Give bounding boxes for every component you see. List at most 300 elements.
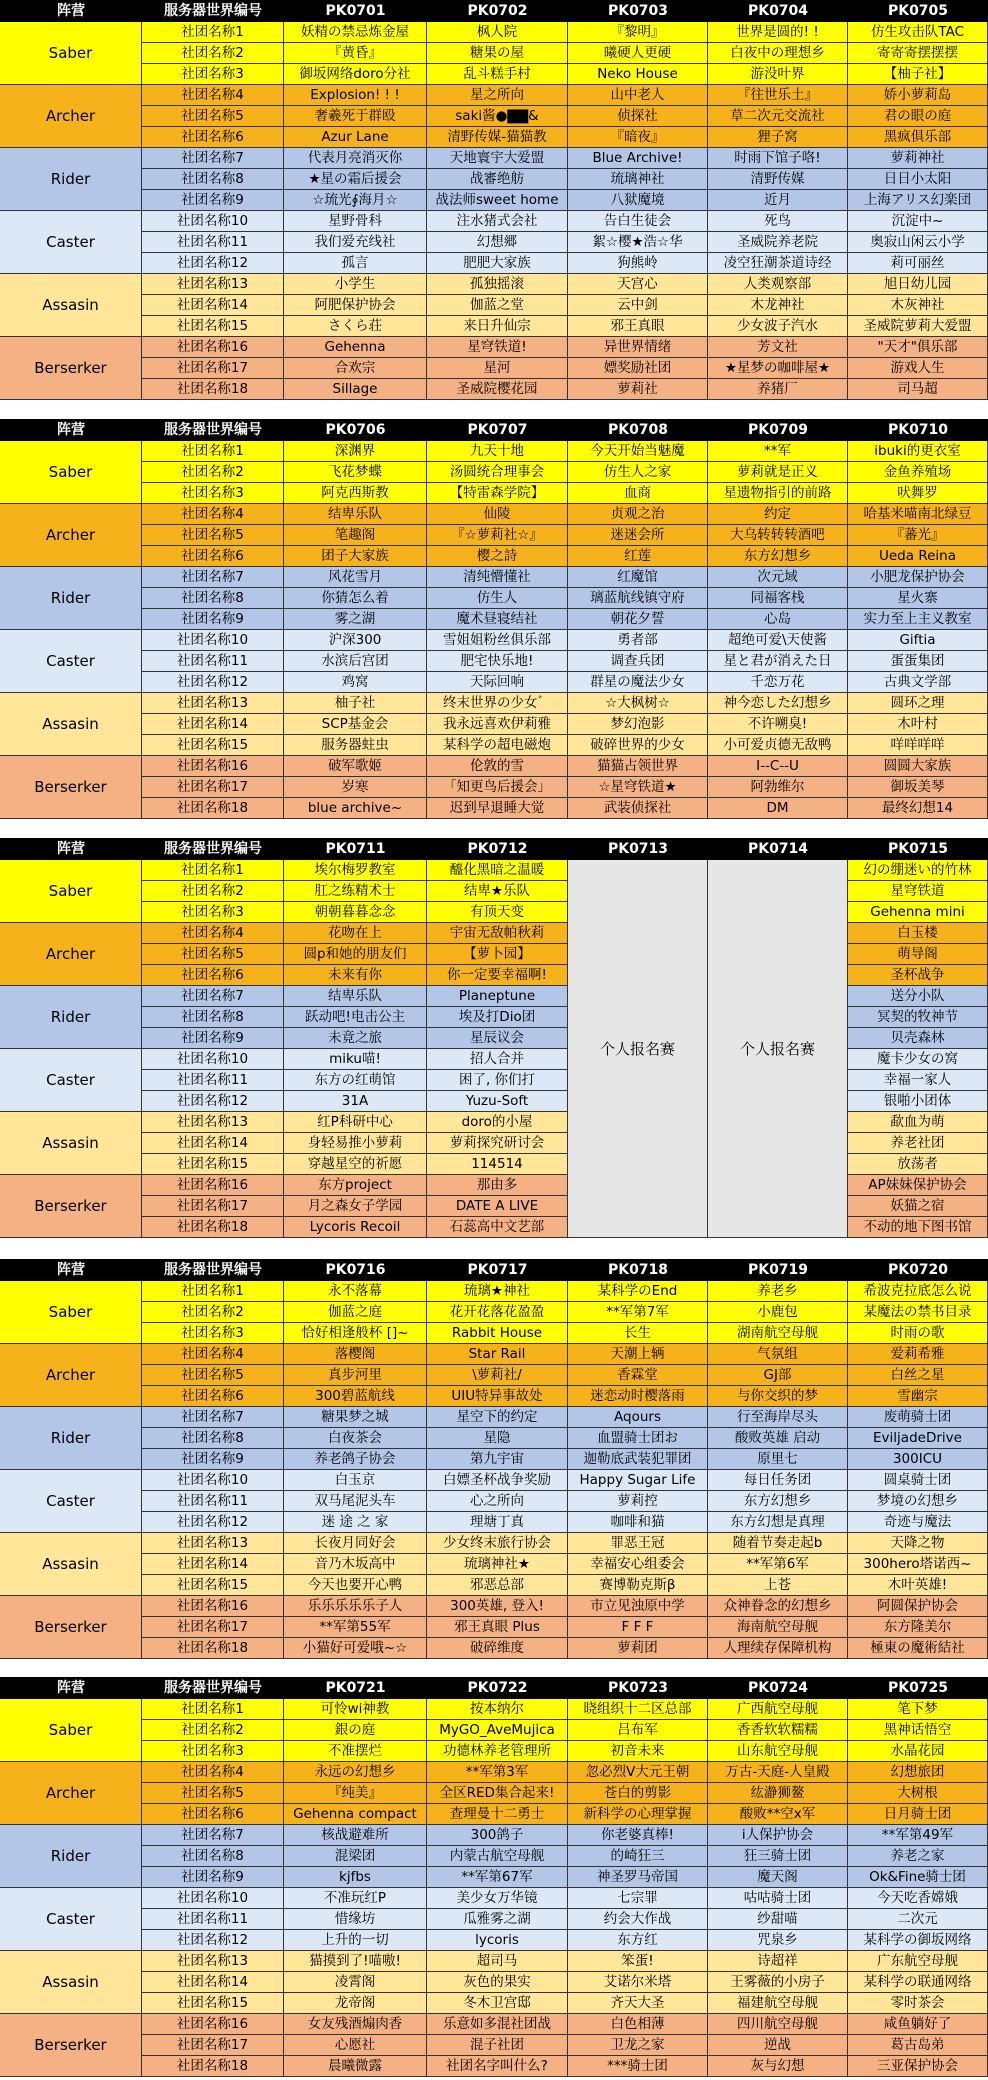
club-name-cell: ☆星穹铁道★ — [568, 777, 708, 798]
row-label: 社团名称5 — [142, 1783, 284, 1804]
row-label: 社团名称14 — [142, 1972, 284, 1993]
club-name-cell: 樱之詩 — [427, 546, 568, 567]
club-name-cell: 璃蓝航线镇守府 — [568, 588, 708, 609]
club-name-cell: 告白生徒会 — [568, 211, 708, 232]
club-name-cell: Rabbit House — [427, 1323, 568, 1344]
club-name-cell: 司马超 — [848, 379, 988, 400]
club-name-cell: 雪姐姐粉丝俱乐部 — [427, 630, 568, 651]
club-name-cell: 圣威院养老院 — [708, 232, 848, 253]
club-name-cell: Gehenna — [284, 337, 427, 358]
club-name-cell: 世界是圆的! ! — [708, 22, 848, 43]
faction-cell: Assasin — [0, 274, 142, 337]
faction-cell: Berserker — [0, 1175, 142, 1238]
club-name-cell: 查理曼十二勇士 — [427, 1804, 568, 1825]
club-name-cell: 贞观之治 — [568, 504, 708, 525]
server-code: PK0722 — [467, 1680, 528, 1696]
club-name-cell: ☆琉光∮海月☆ — [284, 190, 427, 211]
club-name-cell: 萝莉神社 — [848, 148, 988, 169]
club-name-cell: 酸败**空x军 — [708, 1804, 848, 1825]
club-name-cell: 养猪厂 — [708, 379, 848, 400]
club-name-cell: 东方隆美尔 — [848, 1617, 988, 1638]
club-name-cell: 奇迹与魔法 — [848, 1512, 988, 1533]
faction-cell: Rider — [0, 148, 142, 211]
club-name-cell: 某科学のEnd — [568, 1281, 708, 1302]
club-name-cell: 孤言 — [284, 253, 427, 274]
club-name-cell: 混梁团 — [284, 1846, 427, 1867]
club-name-cell: Azur Lane — [284, 127, 427, 148]
club-name-cell: 300ICU — [848, 1449, 988, 1470]
club-name-cell: 蛋蛋集团 — [848, 651, 988, 672]
faction-cell: Assasin — [0, 1533, 142, 1596]
club-name-cell: 300hero塔诺西~ — [848, 1554, 988, 1575]
club-name-cell: 沉淀中~ — [848, 211, 988, 232]
row-label: 社团名称6 — [142, 1804, 284, 1825]
club-name-cell: 晨曦微露 — [284, 2056, 427, 2077]
club-name-cell: 勇者部 — [568, 630, 708, 651]
club-name-cell: 白色相薄 — [568, 2014, 708, 2035]
club-name-cell: 梦境の幻想乡 — [848, 1491, 988, 1512]
club-name-cell: 近月 — [708, 190, 848, 211]
club-name-cell: 天潮上辆 — [568, 1344, 708, 1365]
club-name-cell: 星火寨 — [848, 588, 988, 609]
club-name-cell: 仿生攻击队TAC — [848, 22, 988, 43]
club-name-cell: 奢羲死于群殴 — [284, 106, 427, 127]
club-name-cell: SCP基金会 — [284, 714, 427, 735]
club-name-cell: 【柚子社】 — [848, 64, 988, 85]
club-name-cell: 宇宙无敌帕秋莉 — [427, 923, 568, 944]
club-name-cell: 笨蛋! — [568, 1951, 708, 1972]
club-name-cell: 『往世乐土』 — [708, 85, 848, 106]
club-name-cell: 上苍 — [708, 1575, 848, 1596]
club-name-cell: 同福客栈 — [708, 588, 848, 609]
club-name-cell: 葛古岛弟 — [848, 2035, 988, 2056]
club-name-cell: 某科学の御坂网络 — [848, 1930, 988, 1951]
club-name-cell: 社团名字叫什么? — [427, 2056, 568, 2077]
row-label: 社团名称18 — [142, 1217, 284, 1238]
club-name-cell: 有顶天变 — [427, 902, 568, 923]
row-label: 社团名称1 — [142, 1699, 284, 1720]
club-name-cell: 邪王真眼 Plus — [427, 1617, 568, 1638]
header-server-id: 服务器世界编号 — [164, 422, 262, 438]
row-label: 社团名称18 — [142, 379, 284, 400]
server-block — [0, 1677, 988, 2077]
club-name-cell: 魔术昼寝结社 — [427, 609, 568, 630]
server-code: PK0714 — [747, 841, 809, 857]
club-name-cell: 『黄昏』 — [284, 43, 427, 64]
club-name-cell: blue archive~ — [284, 798, 427, 819]
club-name-cell: 『蕃光』 — [848, 525, 988, 546]
club-name-cell: 木灰神社 — [848, 295, 988, 316]
club-name-cell: 某科学の超电磁炮 — [427, 735, 568, 756]
club-name-cell: 红P科研中心 — [284, 1112, 427, 1133]
club-name-cell: 人类观察部 — [708, 274, 848, 295]
club-name-cell: 结卑乐队 — [284, 504, 427, 525]
club-name-cell: 七宗罪 — [568, 1888, 708, 1909]
club-name-cell: 新科学の心理掌握 — [568, 1804, 708, 1825]
row-label: 社团名称13 — [142, 1951, 284, 1972]
club-name-cell: MyGO_AveMujica — [427, 1720, 568, 1741]
club-name-cell: 山东航空母舰 — [708, 1741, 848, 1762]
club-name-cell: 水滨后宫团 — [284, 651, 427, 672]
club-name-cell: saki酱●▇▇& — [427, 106, 568, 127]
row-label: 社团名称12 — [142, 1930, 284, 1951]
row-label: 社团名称9 — [142, 1449, 284, 1470]
club-name-cell: 魔天阁 — [708, 1867, 848, 1888]
club-name-cell: 时雨の歌 — [848, 1323, 988, 1344]
row-label: 社团名称18 — [142, 2056, 284, 2077]
club-name-cell: 灰色的果实 — [427, 1972, 568, 1993]
club-name-cell: 柚子社 — [284, 693, 427, 714]
club-name-cell: 『暗夜』 — [568, 127, 708, 148]
club-name-cell: 白玉楼 — [848, 923, 988, 944]
club-name-cell: 木叶村 — [848, 714, 988, 735]
club-name-cell: 迷恋动时樱落雨 — [568, 1386, 708, 1407]
club-name-cell: **军第55军 — [284, 1617, 427, 1638]
club-name-cell: 沪深300 — [284, 630, 427, 651]
club-name-cell: 服务器蛀虫 — [284, 735, 427, 756]
row-label: 社团名称16 — [142, 1175, 284, 1196]
row-label: 社团名称13 — [142, 693, 284, 714]
club-name-cell: 雪幽宗 — [848, 1386, 988, 1407]
server-code: PK0712 — [467, 841, 528, 857]
club-name-cell: EviljadeDrive — [848, 1428, 988, 1449]
club-name-cell: 随着节奏走起b — [708, 1533, 848, 1554]
club-name-cell: 云中剑 — [568, 295, 708, 316]
club-name-cell: 朝花夕誓 — [568, 609, 708, 630]
club-name-cell: 东方红 — [568, 1930, 708, 1951]
row-label: 社团名称12 — [142, 1091, 284, 1112]
club-name-cell: 未来有你 — [284, 965, 427, 986]
club-name-cell: 御坂网络doro分社 — [284, 64, 427, 85]
club-name-cell: 音乃木坂高中 — [284, 1554, 427, 1575]
club-name-cell: 养老之家 — [848, 1846, 988, 1867]
club-name-cell: 清野传媒-猫猫教 — [427, 127, 568, 148]
club-name-cell: 千恋万花 — [708, 672, 848, 693]
club-name-cell: 晓组织十二区总部 — [568, 1699, 708, 1720]
club-name-cell: 东方幻想乡 — [708, 1491, 848, 1512]
club-name-cell: ★星梦の咖啡屋★ — [708, 358, 848, 379]
server-block — [0, 419, 988, 819]
club-name-cell: 上海アリス幻楽団 — [848, 190, 988, 211]
club-name-cell: 来日升仙宗 — [427, 316, 568, 337]
club-name-cell: 白夜茶会 — [284, 1428, 427, 1449]
club-name-cell: 你一定要幸福啊! — [427, 965, 568, 986]
club-name-cell: 邪王真眼 — [568, 316, 708, 337]
club-name-cell: 养老乡 — [708, 1281, 848, 1302]
row-label: 社团名称16 — [142, 1596, 284, 1617]
header-faction: 阵营 — [57, 1262, 85, 1278]
club-name-cell: 冥契的牧神节 — [848, 1007, 988, 1028]
club-name-cell: DM — [708, 798, 848, 819]
row-label: 社团名称1 — [142, 1281, 284, 1302]
club-name-cell: miku喵! — [284, 1049, 427, 1070]
faction-cell: Assasin — [0, 1951, 142, 2014]
club-name-cell: kjfbs — [284, 1867, 427, 1888]
club-name-cell: 结卑乐队 — [284, 986, 427, 1007]
row-label: 社团名称4 — [142, 504, 284, 525]
club-name-cell: 300碧蓝航线 — [284, 1386, 427, 1407]
row-label: 社团名称3 — [142, 64, 284, 85]
club-name-cell: 星河 — [427, 358, 568, 379]
club-name-cell: 跃动吧!电击公主 — [284, 1007, 427, 1028]
club-name-cell: 木龙神社 — [708, 295, 848, 316]
club-name-cell: 武装侦探社 — [568, 798, 708, 819]
club-name-cell: 星辰议会 — [427, 1028, 568, 1049]
row-label: 社团名称6 — [142, 965, 284, 986]
club-name-cell: 灰与幻想 — [708, 2056, 848, 2077]
club-name-cell: 今天开始当魅魔 — [568, 441, 708, 462]
club-name-cell: 圣威院萝莉大爱盟 — [848, 316, 988, 337]
club-name-cell: 琉璃★神社 — [427, 1281, 568, 1302]
header-faction: 阵营 — [57, 422, 85, 438]
club-name-cell: 琉璃神社 — [568, 169, 708, 190]
server-block — [0, 0, 988, 400]
club-name-cell: 孤独摇滚 — [427, 274, 568, 295]
faction-cell: Rider — [0, 1825, 142, 1888]
server-code: PK0711 — [325, 841, 386, 857]
server-block — [0, 838, 988, 1238]
row-label: 社团名称14 — [142, 295, 284, 316]
club-name-cell: 岁寒 — [284, 777, 427, 798]
row-label: 社团名称8 — [142, 588, 284, 609]
row-label: 社团名称12 — [142, 253, 284, 274]
row-label: 社团名称17 — [142, 2035, 284, 2056]
club-name-cell: 东方の红萌馆 — [284, 1070, 427, 1091]
club-name-cell: **军第67军 — [427, 1867, 568, 1888]
club-name-cell: Planeptune — [427, 986, 568, 1007]
club-name-cell: ☆大枫树☆ — [568, 693, 708, 714]
club-name-cell: 大树根 — [848, 1783, 988, 1804]
row-label: 社团名称16 — [142, 756, 284, 777]
club-name-cell: 海南航空母舰 — [708, 1617, 848, 1638]
club-name-cell: 幻想旅团 — [848, 1762, 988, 1783]
club-name-cell: 血商 — [568, 483, 708, 504]
faction-cell: Berserker — [0, 1596, 142, 1659]
club-name-cell: 乱斗糕手村 — [427, 64, 568, 85]
faction-cell: Archer — [0, 1762, 142, 1825]
club-name-cell: 少女终末旅行协会 — [427, 1533, 568, 1554]
row-label: 社团名称9 — [142, 1867, 284, 1888]
header-faction: 阵营 — [57, 1680, 85, 1696]
club-name-cell: 未竟之旅 — [284, 1028, 427, 1049]
club-name-cell: 芳文社 — [708, 337, 848, 358]
row-label: 社团名称11 — [142, 1909, 284, 1930]
club-name-cell: 艾诺尔米塔 — [568, 1972, 708, 1993]
club-name-cell: 咩咩咩咩 — [848, 735, 988, 756]
club-name-cell: "天才"俱乐部 — [848, 337, 988, 358]
club-name-cell: 阿圆保护协会 — [848, 1596, 988, 1617]
row-label: 社团名称12 — [142, 1512, 284, 1533]
row-label: 社团名称9 — [142, 190, 284, 211]
club-name-cell: 终末世界の少女゛ — [427, 693, 568, 714]
club-name-cell: 神今恋した幻想乡 — [708, 693, 848, 714]
row-label: 社团名称8 — [142, 1007, 284, 1028]
club-name-cell: 次元域 — [708, 567, 848, 588]
club-name-cell: 每日任务团 — [708, 1470, 848, 1491]
club-name-cell: 废萌骑士团 — [848, 1407, 988, 1428]
faction-cell: Saber — [0, 441, 142, 504]
club-name-cell: 【特雷森学院】 — [427, 483, 568, 504]
club-name-cell: 猫猫占领世界 — [568, 756, 708, 777]
club-name-cell: 清野传媒 — [708, 169, 848, 190]
club-name-cell: 阿勃维尔 — [708, 777, 848, 798]
club-name-cell: **军第3军 — [427, 1762, 568, 1783]
header-row — [0, 1259, 988, 1281]
row-label: 社团名称5 — [142, 525, 284, 546]
club-name-cell: 金鱼养殖场 — [848, 462, 988, 483]
club-name-cell: 清纯懵懂社 — [427, 567, 568, 588]
club-name-cell: Star Rail — [427, 1344, 568, 1365]
club-name-cell: 理塘丁真 — [427, 1512, 568, 1533]
row-label: 社团名称7 — [142, 1825, 284, 1846]
club-name-cell: 时雨下馆子咯! — [708, 148, 848, 169]
club-name-cell: 破碎维度 — [427, 1638, 568, 1659]
club-name-cell: 红莲 — [568, 546, 708, 567]
club-name-cell: 肛之练精术士 — [284, 881, 427, 902]
club-name-cell: 天宫心 — [568, 274, 708, 295]
club-name-cell: 市立见浊原中学 — [568, 1596, 708, 1617]
club-name-cell: 超司马 — [427, 1951, 568, 1972]
club-name-cell: 乐乐乐乐乐子人 — [284, 1596, 427, 1617]
individual-signup-cell: 个人报名赛 — [568, 860, 708, 1238]
club-name-cell: 黑疯俱乐部 — [848, 127, 988, 148]
club-name-cell: 乐意如多混社团战 — [427, 2014, 568, 2035]
server-code: PK0721 — [325, 1680, 386, 1696]
club-name-cell: 妖精の禁忌炼金屋 — [284, 22, 427, 43]
club-name-cell: 莉可丽丝 — [848, 253, 988, 274]
club-name-cell: 31A — [284, 1091, 427, 1112]
club-name-cell: 迟到早退睡大觉 — [427, 798, 568, 819]
row-label: 社团名称6 — [142, 546, 284, 567]
club-name-cell: 万古-天庭-人皇殿 — [708, 1762, 848, 1783]
club-name-cell: Happy Sugar Life — [568, 1470, 708, 1491]
server-code: PK0715 — [887, 841, 949, 857]
club-name-cell: ***骑士团 — [568, 2056, 708, 2077]
club-name-cell: 日日小太阳 — [848, 169, 988, 190]
club-name-cell: 圣威院樱花园 — [427, 379, 568, 400]
club-name-cell: 君の眼の庭 — [848, 106, 988, 127]
club-name-cell: GJ部 — [708, 1365, 848, 1386]
club-name-cell: 纮瀞狮鳌 — [708, 1783, 848, 1804]
club-name-cell: 圆环之理 — [848, 693, 988, 714]
club-name-cell: 红魔馆 — [568, 567, 708, 588]
club-name-cell: 不动的地下图书馆 — [848, 1217, 988, 1238]
row-label: 社团名称14 — [142, 714, 284, 735]
header-faction: 阵营 — [57, 3, 85, 19]
header-row — [0, 838, 988, 860]
club-name-cell: 迷 途 之 家 — [284, 1512, 427, 1533]
server-code: PK0701 — [325, 3, 386, 19]
club-name-cell: 不准玩红P — [284, 1888, 427, 1909]
club-name-cell: 我们爱充线社 — [284, 232, 427, 253]
faction-cell: Archer — [0, 85, 142, 148]
faction-cell: Archer — [0, 923, 142, 986]
club-name-cell: 苍白的剪影 — [568, 1783, 708, 1804]
club-name-cell: **军第7军 — [568, 1302, 708, 1323]
club-name-cell: 九天十地 — [427, 441, 568, 462]
faction-cell: Caster — [0, 211, 142, 274]
club-name-cell: 咸鱼躺好了 — [848, 2014, 988, 2035]
club-name-cell: 功德林养老管理所 — [427, 1741, 568, 1762]
club-name-cell: 超绝可爱\天使酱 — [708, 630, 848, 651]
club-name-cell: 圆桌骑士团 — [848, 1470, 988, 1491]
club-name-cell: 困了, 你们打 — [427, 1070, 568, 1091]
club-name-cell: 星と君が消えた日 — [708, 651, 848, 672]
row-label: 社团名称18 — [142, 1638, 284, 1659]
row-label: 社团名称11 — [142, 232, 284, 253]
club-name-cell: 按本纳尔 — [427, 1699, 568, 1720]
club-name-cell: 鸡窝 — [284, 672, 427, 693]
row-label: 社团名称1 — [142, 22, 284, 43]
club-name-cell: 广东航空母舰 — [848, 1951, 988, 1972]
club-name-cell: 零时茶会 — [848, 1993, 988, 2014]
club-name-cell: 幸福一家人 — [848, 1070, 988, 1091]
club-name-cell: 猫摸到了!喵嗷! — [284, 1951, 427, 1972]
club-name-cell: 罪恶王冠 — [568, 1533, 708, 1554]
club-name-cell: 游戏人生 — [848, 358, 988, 379]
row-label: 社团名称7 — [142, 148, 284, 169]
club-name-cell: 全区RED集合起来! — [427, 1783, 568, 1804]
club-name-cell: Lycoris Recoil — [284, 1217, 427, 1238]
club-name-cell: 木叶英雄! — [848, 1575, 988, 1596]
club-name-cell: \萝莉社/ — [427, 1365, 568, 1386]
club-name-cell: 四川航空母舰 — [708, 2014, 848, 2035]
club-name-cell: 笔趣阁 — [284, 525, 427, 546]
club-name-cell: 吠舞罗 — [848, 483, 988, 504]
club-name-cell: 萝莉探究研讨会 — [427, 1133, 568, 1154]
club-name-cell: 身轻易推小萝莉 — [284, 1133, 427, 1154]
club-name-cell: 仿生人之家 — [568, 462, 708, 483]
row-label: 社团名称10 — [142, 1470, 284, 1491]
club-name-cell: Gehenna mini — [848, 902, 988, 923]
club-name-cell: 长夜月同好会 — [284, 1533, 427, 1554]
server-code: PK0706 — [325, 422, 386, 438]
row-label: 社团名称15 — [142, 735, 284, 756]
club-name-cell: 惜缘坊 — [284, 1909, 427, 1930]
club-name-cell: 代表月亮消灭你 — [284, 148, 427, 169]
club-name-cell: 内蒙古航空母舰 — [427, 1846, 568, 1867]
club-name-cell: 極東の魔術結社 — [848, 1638, 988, 1659]
row-label: 社团名称12 — [142, 672, 284, 693]
row-label: 社团名称2 — [142, 462, 284, 483]
club-name-cell: 埃及打Dio团 — [427, 1007, 568, 1028]
club-name-cell: 破军歌姬 — [284, 756, 427, 777]
club-name-cell: 仿生人 — [427, 588, 568, 609]
club-name-cell: 白丝之星 — [848, 1365, 988, 1386]
club-name-cell: 飞花梦蝶 — [284, 462, 427, 483]
club-name-cell: 某魔法の禁书目录 — [848, 1302, 988, 1323]
header-faction: 阵营 — [57, 841, 85, 857]
club-name-cell: 双马尾泥头车 — [284, 1491, 427, 1512]
server-code: PK0703 — [607, 3, 669, 19]
row-label: 社团名称9 — [142, 1028, 284, 1049]
club-name-cell: 深渊界 — [284, 441, 427, 462]
row-label: 社团名称10 — [142, 1049, 284, 1070]
club-name-cell: UIU特异事故处 — [427, 1386, 568, 1407]
faction-cell: Rider — [0, 567, 142, 630]
club-name-cell: 水晶花园 — [848, 1741, 988, 1762]
club-name-cell: 实力至上主义教室 — [848, 609, 988, 630]
row-label: 社团名称1 — [142, 860, 284, 881]
club-name-cell: 东方幻想是真理 — [708, 1512, 848, 1533]
club-name-cell: 旭日幼儿园 — [848, 274, 988, 295]
row-label: 社团名称2 — [142, 1302, 284, 1323]
faction-cell: Caster — [0, 1888, 142, 1951]
club-name-cell: 王雾薇的小房子 — [708, 1972, 848, 1993]
club-name-cell: 朝朝暮暮念念 — [284, 902, 427, 923]
row-label: 社团名称11 — [142, 651, 284, 672]
club-name-cell: 萝莉控 — [568, 1491, 708, 1512]
